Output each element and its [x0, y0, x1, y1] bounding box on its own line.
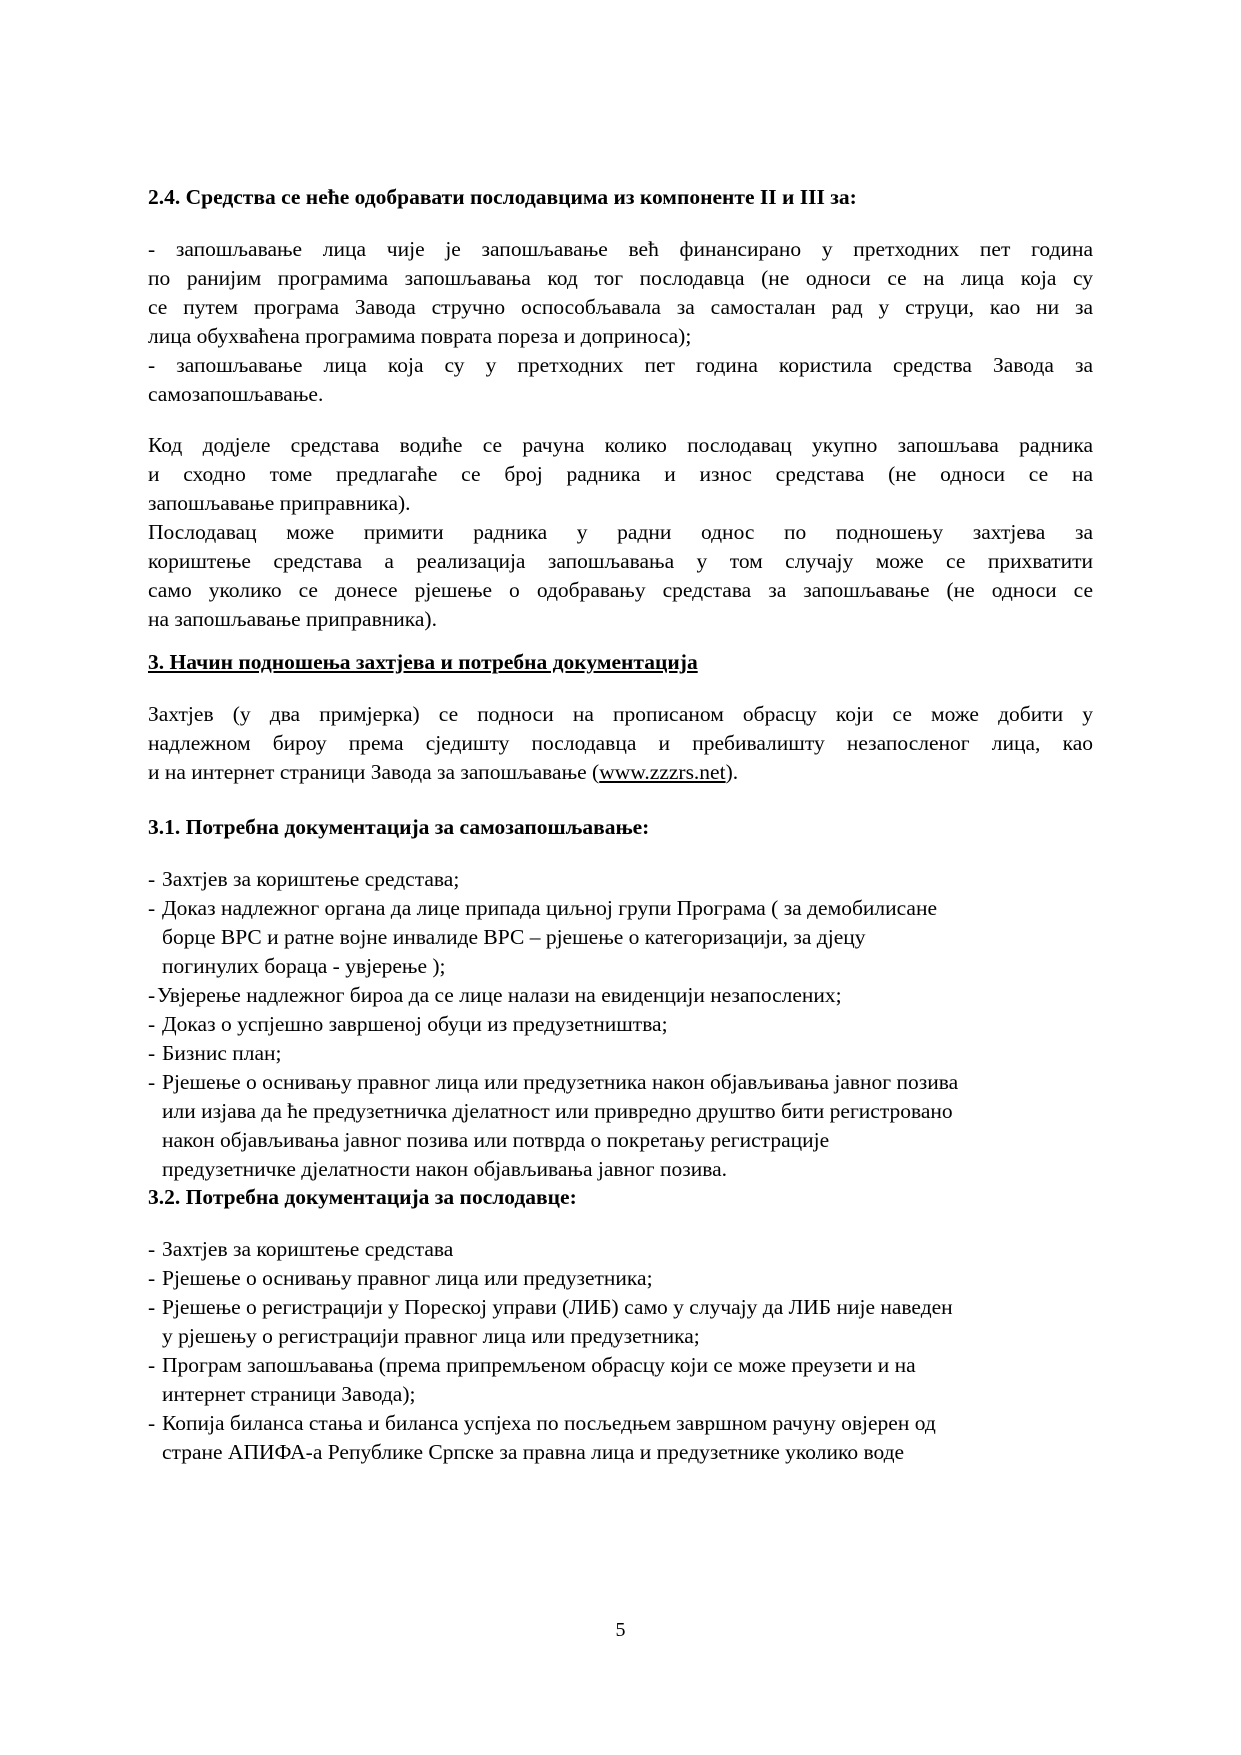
text-line: након објављивања јавног позива или потврда о покретању регистрације [162, 1128, 830, 1152]
text-line: самозапошљавање. [148, 382, 324, 406]
list-dash: - [148, 1012, 156, 1036]
text-line: запошљавање приправника). [148, 491, 411, 515]
text-line: Рјешење о оснивању правног лица или предузетника након објављивања јавног позива [162, 1070, 959, 1094]
text-line: Увјерење надлежног бироа да се лице налази на евиденцији незапослених; [157, 983, 842, 1007]
list-item [148, 894, 1093, 981]
text-line: предузетничке дјелатности након објављивања јавног позива. [162, 1157, 728, 1181]
text-line: Копија биланса стања и биланса успјеха по посљедњем завршном рачуну овјерен од [162, 1411, 936, 1435]
text-line: интернет страници Завода); [162, 1382, 416, 1406]
list-item [148, 865, 1093, 894]
text-line: Захтјев за кориштење средстава [162, 1237, 454, 1261]
list-item [148, 1010, 1093, 1039]
text-line: само уколико се донесе рјешење о одобравању средстава за запошљавање (не односи се [148, 578, 1093, 602]
text-line: се путем програма Завода стручно оспособљавала за самосталан рад у струци, као ни за [148, 295, 1093, 319]
list-dash: - [148, 896, 156, 920]
list-item [148, 1068, 1093, 1184]
list-dash: - [148, 1266, 156, 1290]
text-line: на запошљавање приправника). [148, 607, 437, 631]
list-dash: - [148, 1295, 156, 1319]
list-dash: - [148, 1041, 156, 1065]
section-3-1-heading: 3.1. Потребна документација за самозапошљавање: [148, 815, 650, 839]
text-line: Доказ о успјешно завршеној обуци из предузетништва; [162, 1012, 668, 1036]
section-2-4-heading: 2.4. Средства се неће одобравати послодавцима из компоненте II и III за: [148, 185, 857, 209]
section-3-2-heading: 3.2. Потребна документација за послодавце: [148, 1185, 577, 1209]
text-line: кориштење средстава а реализација запошљавања у том случају може се прихватити [148, 549, 1093, 573]
text-line: - запошљавање лица чије је запошљавање већ финансирано у претходних пет година [148, 237, 1093, 261]
list-item [148, 1351, 1093, 1409]
section-3-2-list [148, 1235, 1093, 1467]
paragraph-allocation [148, 431, 1093, 518]
text-line: борце ВРС и ратне војне инвалиде ВРС – рјешење о категоризацији, за дјецу [162, 925, 866, 949]
text-line: Бизнис план; [162, 1041, 282, 1065]
section-2-4-item-2 [148, 351, 1093, 409]
text-fragment: и на интернет страници Завода за запошљавање ( [148, 760, 600, 784]
text-fragment: ). [725, 760, 739, 784]
list-item [148, 1264, 1093, 1293]
text-line: Доказ надлежног органа да лице припада циљној групи Програма ( за демобилисане [162, 896, 938, 920]
list-item [148, 1409, 1093, 1467]
text-line: Послодавац може примити радника у радни однос по подношењу захтјева за [148, 520, 1093, 544]
list-dash: - [148, 983, 156, 1007]
list-dash: - [148, 1411, 156, 1435]
text-line: лица обухваћена програмима поврата пореза и доприноса); [148, 324, 692, 348]
page-number: 5 [615, 1619, 626, 1641]
section-3-paragraph [148, 700, 1093, 787]
document-page [148, 0, 1093, 1755]
website-link[interactable]: www.zzzrs.net [599, 760, 726, 784]
text-line: по ранијим програмима запошљавања код тог послодавца (не односи се на лица која су [148, 266, 1093, 290]
text-line: Код додјеле средстава водиће се рачуна колико послодавац укупно запошљава радника [148, 433, 1093, 457]
text-line: Захтјев (у два примјерка) се подноси на прописаном обрасцу који се може добити у [148, 702, 1093, 726]
list-item [148, 981, 1093, 1010]
text-line: надлежном бироу према сједишту послодавца и пребивалишту незапосленог лица, као [148, 731, 1093, 755]
list-item [148, 1235, 1093, 1264]
section-2-4-item-1 [148, 235, 1093, 351]
list-dash: - [148, 1353, 156, 1377]
text-line: - запошљавање лица која су у претходних пет година користила средства Завода за [148, 353, 1093, 377]
list-item [148, 1039, 1093, 1068]
text-line: Рјешење о оснивању правног лица или предузетника; [162, 1266, 653, 1290]
text-line: или изјава да ће предузетничка дјелатност или привредно друштво бити регистровано [162, 1099, 953, 1123]
list-dash: - [148, 1070, 156, 1094]
list-dash: - [148, 1237, 156, 1261]
text-line: стране АПИФА-а Републике Српске за правна лица и предузетнике уколико воде [162, 1440, 905, 1464]
paragraph-employer-hiring [148, 518, 1093, 634]
text-line: погинулих бораца - увјерење ); [162, 954, 446, 978]
text-line: Програм запошљавања (према припремљеном обрасцу који се може преузети и на [162, 1353, 916, 1377]
list-dash: - [148, 867, 156, 891]
text-line: и сходно томе предлагаће се број радника и износ средстава (не односи се на [148, 462, 1093, 486]
text-line: у рјешењу о регистрацији правног лица или предузетника; [162, 1324, 700, 1348]
text-line: Рјешење о регистрацији у Пореској управи (ЛИБ) само у случају да ЛИБ није наведен [162, 1295, 953, 1319]
text-line-with-link [148, 758, 1093, 787]
text-line: Захтјев за кориштење средстава; [162, 867, 460, 891]
section-3-1-list [148, 865, 1093, 1184]
section-3-heading: 3. Начин подношења захтјева и потребна документација [148, 650, 698, 674]
list-item [148, 1293, 1093, 1351]
